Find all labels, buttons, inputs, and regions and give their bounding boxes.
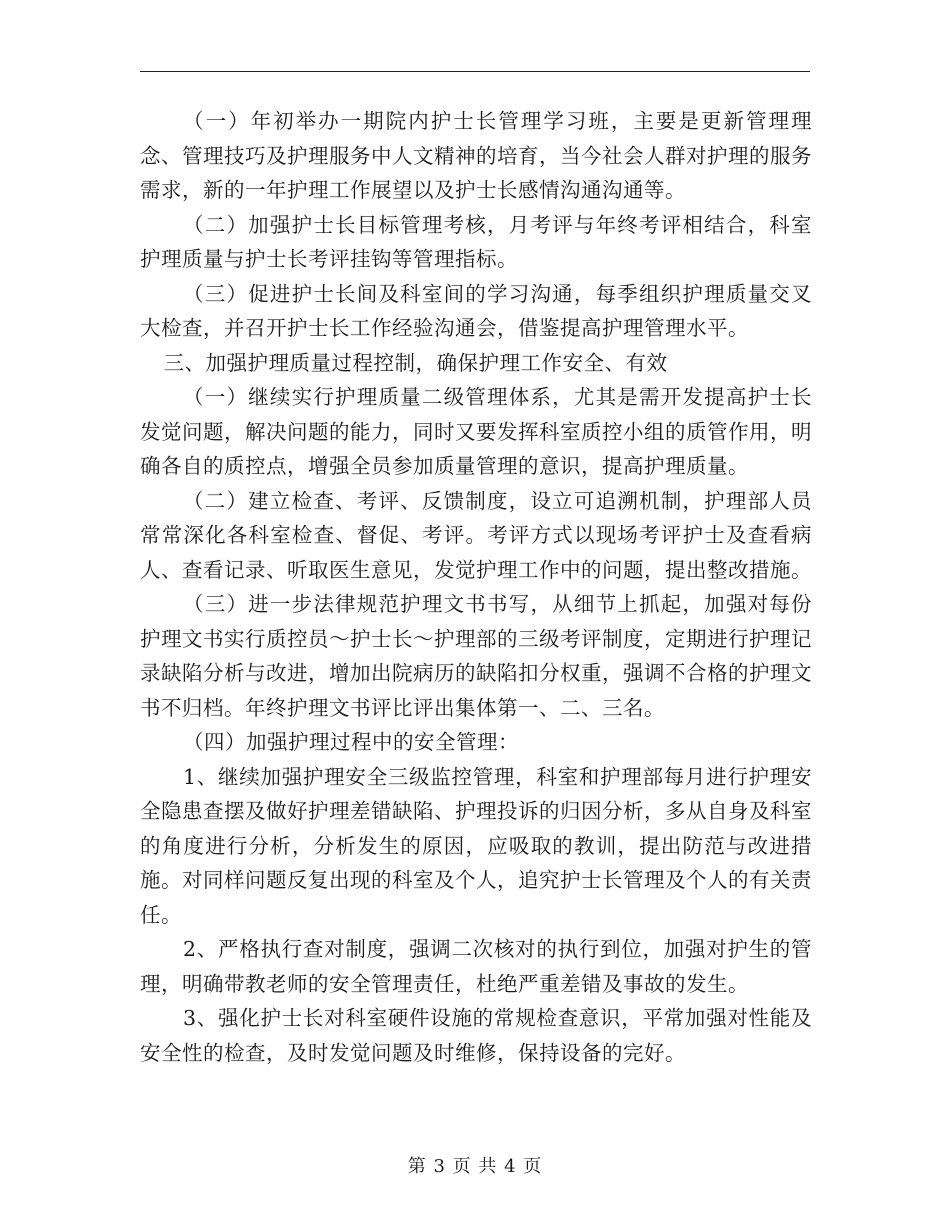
paragraph-safety-item-1: 1、继续加强护理安全三级监控管理，科室和护理部每月进行护理安全隐患查摆及做好护理差错缺陷、护理投诉的归因分析，多从自身及科室的角度进行分析，分析发生的原因，应吸取的教训，提出防范与改进措施。对同样问题反复出现的科室及个人，追究护士长管理及个人的有关责任。 bbox=[140, 764, 812, 927]
paragraph-target-assessment: （二）加强护士长目标管理考核，月考评与年终考评相结合，科室护理质量与护士长考评挂钩等管理指标。 bbox=[140, 212, 812, 271]
paragraph-training-class: （一）年初举办一期院内护士长管理学习班，主要是更新管理理念、管理技巧及护理服务中人文精神的培育，当今社会人群对护理的服务需求，新的一年护理工作展望以及护士长感情沟通沟通等。 bbox=[140, 109, 812, 202]
paragraph-safety-heading: （四）加强护理过程中的安全管理： bbox=[183, 730, 520, 754]
paragraph-inspection-system: （二）建立检查、考评、反馈制度，设立可追溯机制，护理部人员常常深化各科室检查、督促、考评。考评方式以现场考评护士及查看病人、查看记录、听取医生意见，发觉护理工作中的问题，提出整改措施。 bbox=[140, 488, 812, 582]
paragraph-safety-item-2: 2、严格执行查对制度，强调二次核对的执行到位，加强对护生的管理，明确带教老师的安全管理责任，杜绝严重差错及事故的发生。 bbox=[140, 937, 812, 996]
header-rule bbox=[140, 71, 810, 72]
paragraph-two-level-management: （一）继续实行护理质量二级管理体系，尤其是需开发提高护士长发觉问题，解决问题的能力，同时又要发挥科室质控小组的质管作用，明确各自的质控点，增强全员参加质量管理的意识，提高护理质量。 bbox=[140, 385, 812, 478]
section-heading-quality-control: 三、加强护理质量过程控制，确保护理工作安全、有效 bbox=[163, 350, 668, 375]
page-number: 第 3 页 共 4 页 bbox=[407, 1156, 543, 1177]
document-body bbox=[140, 104, 812, 1070]
paragraph-exchange: （三）促进护士长间及科室间的学习沟通，每季组织护理质量交叉大检查，并召开护士长工作经验沟通会，借鉴提高护理管理水平。 bbox=[140, 281, 812, 340]
paragraph-safety-item-3: 3、强化护士长对科室硬件设施的常规检查意识，平常加强对性能及安全性的检查，及时发觉问题及时维修，保持设备的完好。 bbox=[140, 1006, 812, 1065]
paragraph-nursing-documents: （三）进一步法律规范护理文书书写，从细节上抓起，加强对每份护理文书实行质控员～护士长～护理部的三级考评制度，定期进行护理记录缺陷分析与改进，增加出院病历的缺陷扣分权重，强调不合格的护理文书不归档。年终护理文书评比评出集体第一、二、三名。 bbox=[140, 592, 812, 720]
